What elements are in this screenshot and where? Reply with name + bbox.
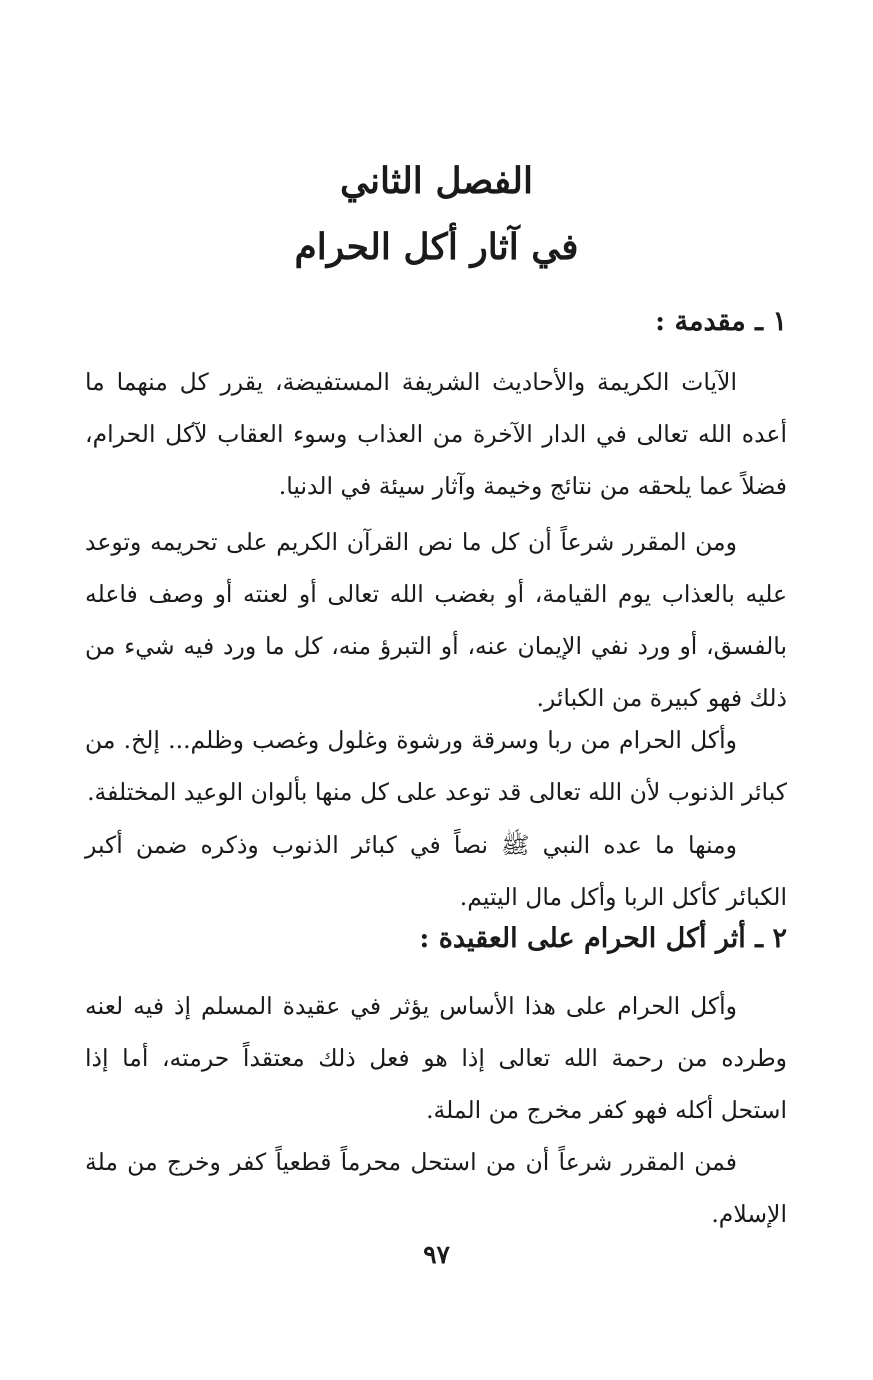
paragraph: ومن المقرر شرعاً أن كل ما نص القرآن الكريم على تحريمه وتوعد عليه بالعذاب يوم القيامة، أو بغضب الله تعالى أو لعنته أو وصف فاعله بالفسق، أو ورد نفي الإيمان عنه، أو التبرؤ منه، كل ما ورد فيه شيء من ذلك فهو كبيرة من الكبائر. [85,528,787,712]
chapter-title: الفصل الثاني [339,160,534,202]
section-heading-introduction: ١ ـ مقدمة : [655,306,787,337]
paragraph: الآيات الكريمة والأحاديث الشريفة المستفيضة، يقرر كل منهما ما أعده الله تعالى في الدار الآخرة من العذاب وسوء العقاب لآكل الحرام، فضلاً عما يلحقه من نتائج وخيمة وآثار سيئة في الدنيا. [85,368,787,500]
chapter-subtitle: في آثار أكل الحرام [294,226,579,268]
page-number: ٩٧ [423,1240,450,1269]
paragraph: وأكل الحرام على هذا الأساس يؤثر في عقيدة المسلم إذ فيه لعنه وطرده من رحمة الله تعالى إذا هو فعل ذلك معتقداً حرمته، أما إذا استحل أكله فهو كفر مخرج من الملة. [85,992,787,1124]
paragraph: فمن المقرر شرعاً أن من استحل محرماً قطعياً كفر وخرج من ملة الإسلام. [85,1148,787,1228]
paragraph: ومنها ما عده النبي ﷺ نصاً في كبائر الذنوب وذكره ضمن أكبر الكبائر كأكل الربا وأكل مال اليتيم. [85,831,787,911]
section-heading-creed: ٢ ـ أثر أكل الحرام على العقيدة : [419,923,787,954]
paragraph: وأكل الحرام من ربا وسرقة ورشوة وغلول وغصب وظلم... إلخ. من كبائر الذنوب لأن الله تعالى قد توعد على كل منها بألوان الوعيد المختلفة. [85,726,787,806]
